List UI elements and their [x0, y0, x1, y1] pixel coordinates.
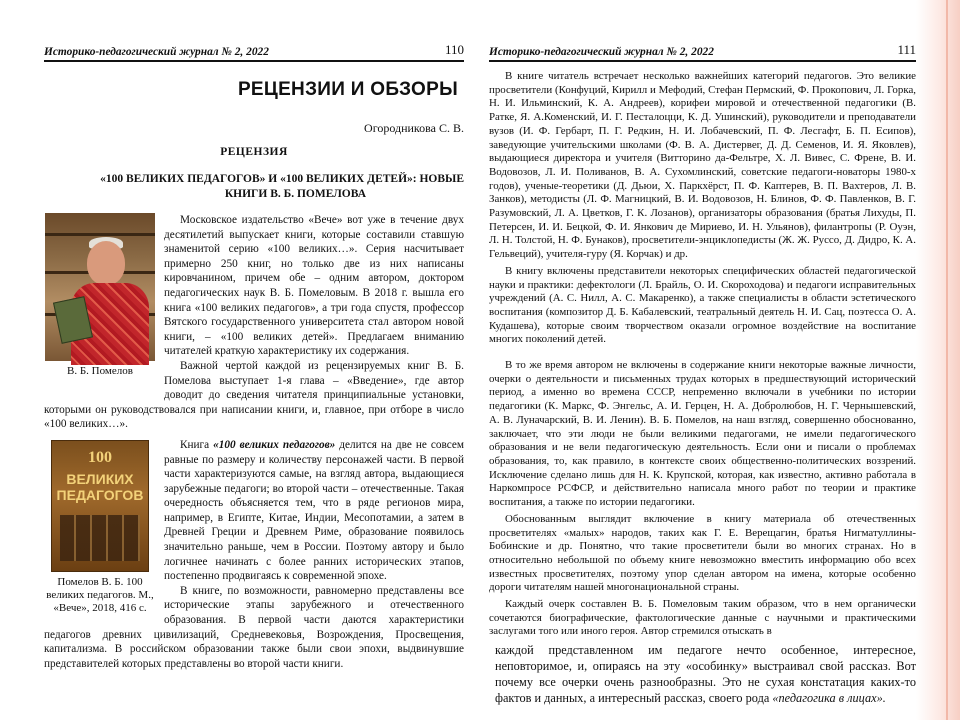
- paragraph: Обоснованным выглядит включение в книгу материала об отечественных просветителях «малых» народов, таких как Г. Е. Верещагин, братья Нигматуллины-Бобинские и др. Понятно, что такие просветители были во многих странах. Но в относительно небольшой по объему книге невозможно вместить информацию обо всех известных просветителях, поэтому упор сделан автором на имена, которые особенно дороги читателям нашей многонациональной страны.: [489, 512, 916, 594]
- paragraph: В то же время автором не включены в содержание книги некоторые важные личности, очерки о деятельности и письменных трудах которых в предшествующий исторический период, а именно во времена СССР, непременно включали в учебники по истории педагогики (К. Маркс, Ф. Энгельс, А. И. Герцен, Н. А. Добролюбов, Н. Г. Чернышевский, А. В. Луначарский, В. И. Ленин). В. Б. Помелов, на наш взгляд, совершенно обоснованно, заключает, что эти люди не были великими педагогами, не имели педагогического образования и не вели педагогическую деятельность. Если они и писали о проблемах образования, то, как правило, в контексте своих общественно-политических воззрений. Исключение сделано лишь для Н. К. Крупской, которая, как известно, активно работала в Наркомпросе РСФСР, и действительно написала много работ по теории и практике воспитания, а также по истории педагогики.: [489, 359, 916, 509]
- cover-caption: Помелов В. Б. 100 великих педагогов. М., «Вече», 2018, 416 с.: [46, 575, 154, 614]
- right-page: [489, 33, 916, 706]
- paragraph: В книге, по возможности, равномерно представлены все исторические этапы зарубежного и отечественного образования. В первой части даются характеристики педагогов древних цивилизаций, Средневековья, Возрождения, Просвещения, капитализма. В российском образовании также были свои эпохи, выдвинувшие представителей которых представлены во второй части книги.: [44, 584, 464, 670]
- paragraph-rest: делится на две не совсем равные по размеру и количеству персонажей части. В первой части характеризуются самые, на взгляд автора, выдающиеся зарубежные педагоги; во второй части – отечественные. Такая очередность объясняется тем, что в ряде регионов мира, например, в Египте, Китае, Индии, Месопотамии, а затем в Древней Греции и Древнем Риме, образование появилось значительно раньше, чем в России. Поэтому автору и было логичнее начинать с более ранних исторических этапов, постепенно продвигаясь к современной эпохе.: [164, 438, 465, 583]
- journal-title: Историко-педагогический журнал № 2, 2022: [489, 46, 714, 58]
- book-cover-figure: [44, 438, 156, 615]
- paragraph: В книгу включены представители некоторых специфических областей педагогической науки и практики: дефектологи (Л. Брайль, О. И. Скороходова) и педагоги исправительных учреждений (А. С. Нилл, А. С. Макаренко), а также специалисты в области эстетического воспитания (композитор Д. Б. Кабалевский, театральный деятель Н. И. Сац, поэтесса О. А. Кудашева), которые своим творчеством оказали огромное воздействие на воспитание многих поколений детей.: [489, 264, 916, 346]
- article-author: Огородникова С. В.: [364, 121, 464, 135]
- page-number: 111: [897, 42, 916, 57]
- paragraph: Каждый очерк составлен В. Б. Помеловым таким образом, что в нем органически сочетаются биографические, фактологические данные с научными и практическими заслугами того или иного героя. Автор стремился отыскать в: [489, 598, 916, 638]
- paragraph: Важной чертой каждой из рецензируемых книг В. Б. Помелова выступает 1-я глава – «Введение», где автор доводит до сведения читателя принципиальные установки, которыми он руководствовался при написании книги, и, главное, при отборе в число «100 великих…».: [44, 359, 464, 431]
- cover-title: ВЕЛИКИХ ПЕДАГОГОВ: [56, 470, 144, 503]
- right-edge-strip: [916, 0, 960, 720]
- page-number: 110: [444, 42, 464, 57]
- paragraph-main: каждой представленном им педагоге нечто особенное, интересное, неповторимое, и, опираясь на эту «особинку» выстраивал свой рассказ. Вот почему все очерки очень разнообразны. Это не сухая констатация каких-то фактов и данных, а интересный рассказ, своего рода: [495, 643, 916, 706]
- paragraph: [489, 642, 916, 706]
- photo-caption: В. Б. Помелов: [67, 365, 133, 377]
- section-title: РЕЦЕНЗИИ И ОБЗОРЫ: [237, 79, 458, 100]
- subtitle-line: КНИГИ В. Б. ПОМЕЛОВА: [224, 188, 366, 200]
- paragraph-lead: Книга: [180, 438, 214, 451]
- subtitle-line: «100 ВЕЛИКИХ ПЕДАГОГОВ» И «100 ВЕЛИКИХ ДЕТЕЙ»: НОВЫЕ: [100, 173, 464, 185]
- review-label: РЕЦЕНЗИЯ: [220, 146, 288, 158]
- book-cover: [51, 440, 149, 572]
- article-body: [44, 213, 464, 671]
- article-subtitle: [44, 172, 464, 202]
- right-page-header: [489, 43, 916, 62]
- closing-phrase: «педагогика в лицах».: [772, 691, 886, 706]
- left-page: [44, 33, 464, 687]
- author-photo: [45, 213, 155, 361]
- left-page-header: [44, 43, 464, 62]
- paragraph: В книге читатель встречает несколько важнейших категорий педагогов. Это великие просветители (Конфуций, Кирилл и Мефодий, Стефан Пермский, Ф. Прокопович, Л. Горка, Н. И. Ильминский, К. А. Андреев), корифеи мировой и отечественной педагогики (В. Ратке, Я. А.Коменский, И. Г. Песталоцци, К. Д. Ушинский), руководители и преподаватели вузов (И. Ф. Гербарт, П. Г. Редкин, Н. И. Лобачевский, П. Ф. Лесгафт, Б. П. Есипов), заведующие учительскими школами (Ф. В. А. Дистервег, Д. Д. Семенов, И. Я. Яковлев), выдающиеся директора и учителя (Витторино да-Фельтре, Х. Л. Вивес, С. Френе, В. И. Водовозов, Л. И. Поливанов, В. А. Сухомлинский, советские педагоги-новаторы 1980-х годов), ученые-теоретики (Д. Дьюи, Х. Паркхёрст, П. Ф. Каптерев, В. П. Вахтеров, Л. В. Занков), методисты (Л. Ф. Магницкий, В. И. Водовозов, Н. Блинов, Ф. Ф. Павленков, В. Г. Разумовский, Л. А. Цветков, Г. К. Лозанов), организаторы образования (братья Лихуды, П. Петерсен, И. И. Бецкой, Ф. И. Янкович де Мириево, И. Н. Ульянов), филантропы (Р. Оуэн, Л. Н. Толстой, Н. Ф. Бунаков), просветители-энциклопедисты (Ж. Ж. Руссо, Д. Дидро, К. А. Гельвеций), учителя-гуру (Я. Корчак) и др.: [489, 70, 916, 261]
- article-body-continued: [489, 70, 916, 706]
- book-title: «100 великих педагогов»: [213, 438, 336, 451]
- journal-title: Историко-педагогический журнал № 2, 2022: [44, 46, 269, 58]
- cover-number: 100: [88, 448, 112, 466]
- author-photo-figure: [44, 213, 156, 391]
- paragraph: Московское издательство «Вече» вот уже в течение двух десятилетий выпускает книги, которые составили ставшую знаменитой серию «100 великих…». Серия насчитывает примерно 250 книг, но только две из них написаны кировчанином, причем обе – одним автором, доктором педагогических наук В. Б. Помеловым. В 2018 г. вышла его книга «100 великих педагогов», а три года спустя, профессор Вятского государственного университета стал автором новой книги, – «100 великих детей». Предлагаем вниманию читателей краткую характеристику их содержания.: [164, 214, 464, 358]
- journal-spread: [44, 33, 916, 706]
